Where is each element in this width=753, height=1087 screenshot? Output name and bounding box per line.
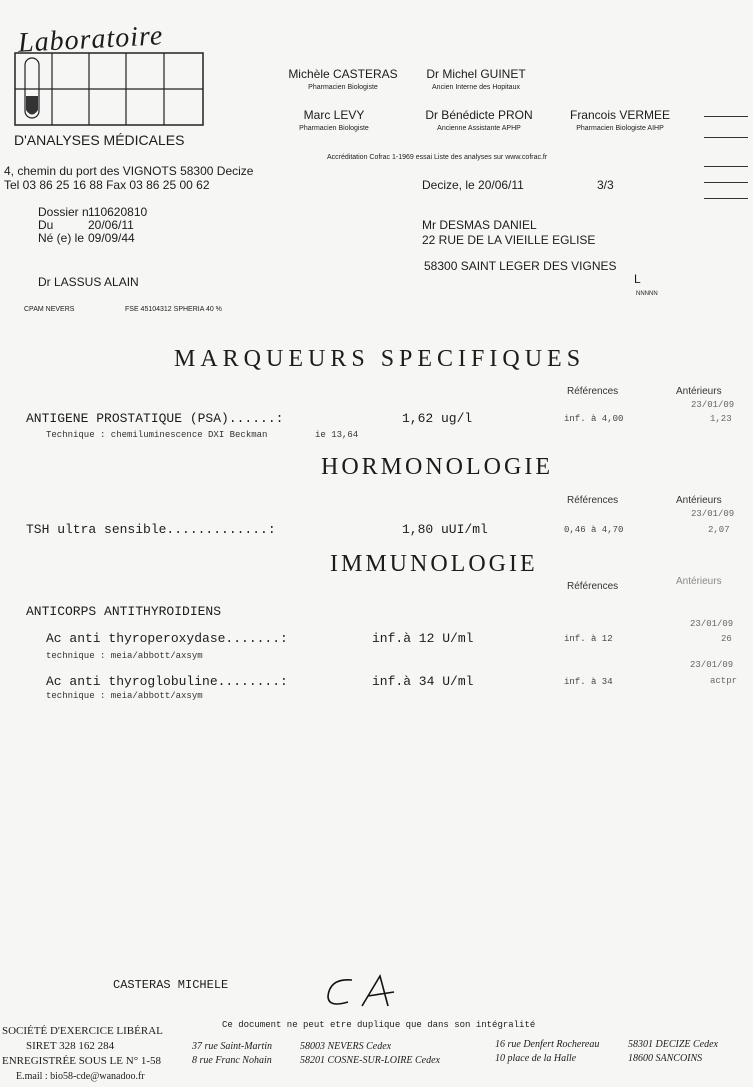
footer-company-line: SOCIÉTÉ D'EXERCICE LIBÉRAL	[2, 1025, 163, 1037]
staff-guinet	[424, 67, 528, 91]
test-previous-tsh: 2,07	[708, 525, 730, 535]
margin-mark	[704, 182, 748, 183]
lab-phone: Tel 03 86 25 16 88 Fax 03 86 25 00 62	[4, 178, 210, 192]
test-reference-psa: inf. à 4,00	[564, 414, 624, 424]
footer-address-2	[300, 1040, 440, 1068]
technique-tg: technique : meia/abbott/axsym	[46, 691, 203, 701]
margin-mark	[704, 166, 748, 167]
doctor: Dr LASSUS ALAIN	[38, 275, 139, 289]
references-header: Références	[567, 581, 619, 592]
antibody-group-title: ANTICORPS ANTITHYROIDIENS	[26, 604, 222, 619]
footer-city: 58201 COSNE-SUR-LOIRE Cedex	[300, 1055, 440, 1066]
anterieurs-header: Antérieurs	[676, 495, 722, 506]
test-name-tsh: TSH ultra sensible.............:	[26, 522, 276, 537]
test-previous-tg: actpr	[710, 676, 738, 686]
patient-name: Mr DESMAS DANIEL	[422, 218, 537, 232]
patient-city: 58300 SAINT LEGER DES VIGNES	[424, 259, 617, 273]
staff-levy	[286, 108, 382, 132]
dossier-number: 110620810	[88, 205, 148, 219]
footer-company-line: ENREGISTRÉE SOUS LE N° 1-58	[2, 1055, 162, 1067]
dossier-du: 20/06/11	[88, 218, 134, 232]
lab-address: 4, chemin du port des VIGNOTS 58300 Decize	[4, 164, 254, 178]
test-value-tg: inf.à 34 U/ml	[372, 674, 474, 689]
fse: FSE 45104312 SPHERIA 40 %	[125, 306, 222, 313]
footer-city: 58301 DECIZE Cedex	[628, 1039, 718, 1050]
mark-n: NNNNN	[636, 291, 658, 297]
staff-name: Michèle CASTERAS	[288, 67, 398, 81]
test-name-tpo: Ac anti thyroperoxydase.......:	[46, 631, 288, 646]
anterieur-date: 23/01/09	[691, 509, 735, 519]
mark-l: L	[634, 272, 641, 286]
footer-city: 58003 NEVERS Cedex	[300, 1041, 392, 1052]
footer-street: 37 rue Saint-Martin	[192, 1041, 272, 1052]
dossier-born-label: Né (e) le	[38, 231, 85, 245]
margin-mark	[704, 137, 748, 138]
footer-company	[2, 1024, 163, 1084]
anterieurs-header: Antérieurs	[676, 576, 722, 587]
dossier-number-label: Dossier n	[38, 205, 89, 219]
staff-name: Dr Bénédicte PRON	[425, 108, 533, 122]
report-page: 3/3	[597, 178, 614, 192]
references-header: Références	[567, 386, 619, 397]
staff-name: Dr Michel GUINET	[426, 67, 526, 81]
patient-street: 22 RUE DE LA VIEILLE EGLISE	[422, 233, 596, 247]
dossier-du-label: Du	[38, 218, 54, 232]
test-date-tpo: 23/01/09	[690, 619, 734, 629]
signature-name: CASTERAS MICHELE	[113, 978, 229, 992]
staff-name: Marc LEVY	[303, 108, 365, 122]
report-place-date: Decize, le 20/06/11	[422, 178, 524, 192]
staff-vermee	[568, 108, 672, 132]
technique-tpo: technique : meia/abbott/axsym	[46, 651, 203, 661]
dossier-born: 09/09/44	[88, 231, 135, 245]
footer-street: 8 rue Franc Nohain	[192, 1055, 272, 1066]
logo-script: Laboratoire	[17, 20, 164, 59]
test-reference-tpo: inf. à 12	[564, 634, 613, 644]
lab-name: D'ANALYSES MÉDICALES	[14, 132, 185, 148]
patient-block	[422, 218, 595, 248]
anterieur-date: 23/01/09	[691, 400, 735, 410]
footer-city: 18600 SANCOINS	[628, 1053, 703, 1064]
footer-company-line: SIRET 328 162 284	[26, 1040, 115, 1052]
test-name-tg: Ac anti thyroglobuline........:	[46, 674, 288, 689]
anterieurs-header: Antérieurs	[676, 386, 722, 397]
test-previous-psa: 1,23	[710, 414, 732, 424]
section-title-marqueurs: MARQUEURS SPECIFIQUES	[174, 346, 586, 372]
staff-casteras	[286, 67, 400, 91]
staff-title: Pharmacien Biologiste AIHP	[576, 125, 664, 132]
technique-extra-psa: ie 13,64	[315, 430, 359, 440]
cpam: CPAM NEVERS	[24, 306, 75, 313]
references-header: Références	[567, 495, 619, 506]
staff-title: Pharmacien Biologiste	[308, 84, 378, 91]
footer-notice: Ce document ne peut etre duplique que dans son intégralité	[222, 1020, 536, 1030]
test-name-psa: ANTIGENE PROSTATIQUE (PSA)......:	[26, 411, 284, 426]
footer-company-line: E.mail : bio58-cde@wanadoo.fr	[16, 1071, 145, 1082]
test-previous-tpo: 26	[721, 634, 732, 644]
signature-icon	[322, 970, 412, 1014]
footer-street: 16 rue Denfert Rochereau	[495, 1039, 600, 1050]
test-reference-tsh: 0,46 à 4,70	[564, 525, 624, 535]
margin-mark	[704, 116, 748, 117]
test-value-tpo: inf.à 12 U/ml	[372, 631, 474, 646]
test-date-tg: 23/01/09	[690, 660, 734, 670]
staff-title: Ancienne Assistante APHP	[437, 125, 521, 132]
test-value-psa: 1,62 ug/l	[402, 411, 473, 426]
dossier-block	[38, 206, 147, 245]
footer-address-1	[192, 1040, 272, 1068]
staff-title: Ancien Interne des Hopitaux	[432, 84, 520, 91]
staff-title: Pharmacien Biologiste	[299, 125, 369, 132]
logo-grid-icon	[14, 52, 204, 126]
margin-mark	[704, 198, 748, 199]
footer-address-3	[495, 1038, 599, 1066]
technique-psa: Technique : chemiluminescence DXI Beckman	[46, 430, 268, 440]
section-title-hormonologie: HORMONOLOGIE	[321, 454, 553, 480]
test-reference-tg: inf. à 34	[564, 677, 613, 687]
staff-pron	[421, 108, 537, 132]
section-title-immunologie: IMMUNOLOGIE	[330, 551, 538, 577]
accreditation: Accréditation Cofrac 1-1969 essai Liste des analyses sur www.cofrac.fr	[327, 154, 548, 161]
footer-street: 10 place de la Halle	[495, 1053, 577, 1064]
test-value-tsh: 1,80 uUI/ml	[402, 522, 488, 537]
footer-address-4	[628, 1038, 718, 1066]
staff-name: Francois VERMEE	[569, 108, 671, 122]
